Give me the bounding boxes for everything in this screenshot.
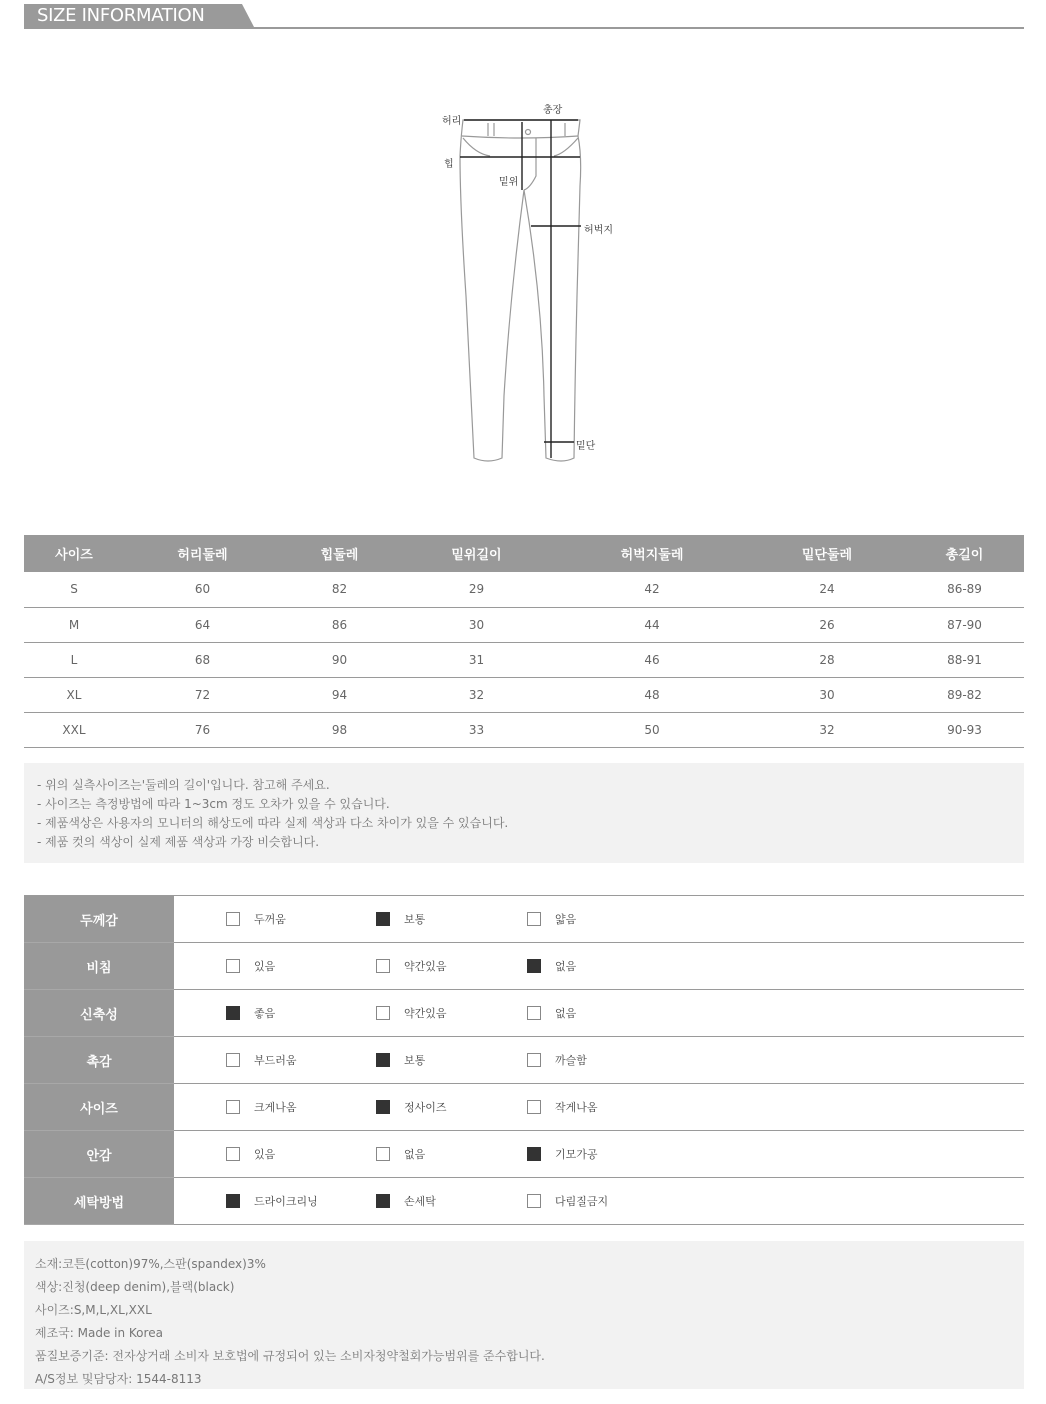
product-info	[24, 1241, 1024, 1389]
table-cell: 90-93	[905, 712, 1024, 747]
property-option	[226, 911, 286, 927]
unchecked-box-icon	[226, 1053, 240, 1067]
property-row	[24, 1037, 1024, 1084]
table-row	[24, 572, 1024, 607]
table-row	[24, 712, 1024, 747]
table-cell: 28	[749, 642, 905, 677]
property-name: 안감	[24, 1131, 174, 1178]
column-header: 힙둘레	[281, 535, 398, 572]
table-cell: 29	[398, 572, 555, 607]
unchecked-box-icon	[226, 1147, 240, 1161]
pants-measurement-diagram	[430, 96, 630, 468]
checked-box-icon	[226, 1006, 240, 1020]
checked-box-icon	[376, 1194, 390, 1208]
column-header: 밑단둘레	[749, 535, 905, 572]
unchecked-box-icon	[527, 1006, 541, 1020]
section-header	[24, 4, 1024, 29]
option-label: 다림질금지	[555, 1195, 609, 1208]
hem-label: 밑단	[576, 441, 596, 452]
unchecked-box-icon	[226, 1100, 240, 1114]
table-cell: 30	[398, 607, 555, 642]
table-cell: 72	[124, 677, 281, 712]
unchecked-box-icon	[527, 1194, 541, 1208]
column-header: 허벅지둘레	[555, 535, 749, 572]
property-option	[527, 1005, 576, 1021]
property-option	[226, 958, 275, 974]
info-material: 소재:코튼(cotton)97%,스판(spandex)3%	[35, 1257, 266, 1271]
size-notes	[24, 763, 1024, 863]
property-option	[226, 1005, 275, 1021]
checked-box-icon	[226, 1194, 240, 1208]
option-label: 작게나옴	[555, 1101, 598, 1114]
thigh-label: 허벅지	[584, 225, 613, 236]
property-options	[174, 943, 1024, 990]
property-option	[226, 1193, 318, 1209]
note-line: - 위의 실측사이즈는'둘레의 길이'입니다. 참고해 주세요.	[37, 778, 330, 792]
property-options	[174, 896, 1024, 943]
size-table	[24, 535, 1024, 748]
checked-box-icon	[376, 1100, 390, 1114]
property-row	[24, 1178, 1024, 1225]
property-name: 두께감	[24, 896, 174, 943]
table-cell: 24	[749, 572, 905, 607]
pants-outline-drawing	[430, 96, 630, 468]
table-cell: 87-90	[905, 607, 1024, 642]
table-cell: 98	[281, 712, 398, 747]
option-label: 얇음	[555, 913, 577, 926]
property-option	[527, 1099, 598, 1115]
unchecked-box-icon	[376, 1147, 390, 1161]
table-cell: 64	[124, 607, 281, 642]
property-name: 세탁방법	[24, 1178, 174, 1225]
property-option	[376, 1099, 447, 1115]
property-option	[376, 1193, 436, 1209]
property-name: 신축성	[24, 990, 174, 1037]
waist-label: 허리	[442, 116, 462, 127]
option-label: 없음	[404, 1148, 426, 1161]
column-header: 총길이	[905, 535, 1024, 572]
rise-label: 밑위	[499, 177, 519, 188]
checked-box-icon	[376, 1053, 390, 1067]
unchecked-box-icon	[226, 959, 240, 973]
option-label: 드라이크리닝	[254, 1195, 318, 1208]
product-properties-table	[24, 895, 1024, 1225]
property-row	[24, 896, 1024, 943]
table-cell: 82	[281, 572, 398, 607]
property-options	[174, 1131, 1024, 1178]
property-option	[376, 1005, 447, 1021]
table-cell: M	[24, 607, 124, 642]
info-sizes: 사이즈:S,M,L,XL,XXL	[35, 1303, 152, 1317]
table-cell: 89-82	[905, 677, 1024, 712]
option-label: 있음	[254, 960, 276, 973]
size-table-header	[24, 535, 1024, 572]
property-row	[24, 1131, 1024, 1178]
table-row	[24, 642, 1024, 677]
note-line: - 사이즈는 측정방법에 따라 1~3cm 정도 오차가 있을 수 있습니다.	[37, 797, 390, 811]
table-cell: 86-89	[905, 572, 1024, 607]
option-label: 있음	[254, 1148, 276, 1161]
table-cell: 60	[124, 572, 281, 607]
property-option	[226, 1099, 297, 1115]
table-cell: 44	[555, 607, 749, 642]
table-cell: 42	[555, 572, 749, 607]
total-length-label: 총장	[543, 105, 563, 116]
checked-box-icon	[527, 1147, 541, 1161]
table-cell: XXL	[24, 712, 124, 747]
table-cell: L	[24, 642, 124, 677]
property-option	[527, 911, 576, 927]
property-option	[527, 1146, 598, 1162]
info-origin: 제조국: Made in Korea	[35, 1326, 163, 1340]
unchecked-box-icon	[376, 1006, 390, 1020]
info-color: 색상:진청(deep denim),블랙(black)	[35, 1280, 235, 1294]
table-cell: 33	[398, 712, 555, 747]
property-row	[24, 990, 1024, 1037]
option-label: 약간있음	[404, 960, 447, 973]
checked-box-icon	[376, 912, 390, 926]
property-name: 비침	[24, 943, 174, 990]
table-cell: 90	[281, 642, 398, 677]
table-cell: XL	[24, 677, 124, 712]
option-label: 없음	[555, 1007, 577, 1020]
unchecked-box-icon	[226, 912, 240, 926]
note-line: - 제품 컷의 색상이 실제 제품 색상과 가장 비슷합니다.	[37, 835, 320, 849]
property-options	[174, 1037, 1024, 1084]
option-label: 까슬함	[555, 1054, 587, 1067]
property-option	[527, 1052, 587, 1068]
property-name: 촉감	[24, 1037, 174, 1084]
property-option	[527, 1193, 608, 1209]
table-cell: 31	[398, 642, 555, 677]
property-option	[376, 1052, 425, 1068]
property-name: 사이즈	[24, 1084, 174, 1131]
table-cell: 94	[281, 677, 398, 712]
option-label: 좋음	[254, 1007, 276, 1020]
option-label: 두꺼움	[254, 913, 286, 926]
property-option	[376, 1146, 425, 1162]
option-label: 보통	[404, 1054, 426, 1067]
table-cell: 86	[281, 607, 398, 642]
option-label: 기모가공	[555, 1148, 598, 1161]
info-warranty: 품질보증기준: 전자상거래 소비자 보호법에 규정되어 있는 소비자청약철회가능범위를 준수합니다.	[35, 1349, 545, 1363]
table-row	[24, 607, 1024, 642]
table-cell: 32	[398, 677, 555, 712]
checked-box-icon	[527, 959, 541, 973]
table-cell: 32	[749, 712, 905, 747]
option-label: 보통	[404, 913, 426, 926]
property-option	[527, 958, 576, 974]
hip-label: 힙	[444, 159, 454, 170]
property-options	[174, 990, 1024, 1037]
table-cell: 76	[124, 712, 281, 747]
unchecked-box-icon	[527, 1053, 541, 1067]
table-cell: 50	[555, 712, 749, 747]
option-label: 손세탁	[404, 1195, 436, 1208]
property-row	[24, 1084, 1024, 1131]
property-option	[226, 1146, 275, 1162]
table-cell: 30	[749, 677, 905, 712]
table-cell: 46	[555, 642, 749, 677]
column-header: 밑위길이	[398, 535, 555, 572]
property-options	[174, 1084, 1024, 1131]
column-header: 허리둘레	[124, 535, 281, 572]
section-title: SIZE INFORMATION	[24, 4, 242, 27]
property-option	[376, 958, 447, 974]
option-label: 크게나옴	[254, 1101, 297, 1114]
table-cell: 48	[555, 677, 749, 712]
table-cell: S	[24, 572, 124, 607]
property-option	[226, 1052, 297, 1068]
unchecked-box-icon	[527, 912, 541, 926]
table-row	[24, 677, 1024, 712]
table-cell: 26	[749, 607, 905, 642]
option-label: 부드러움	[254, 1054, 297, 1067]
property-options	[174, 1178, 1024, 1225]
column-header: 사이즈	[24, 535, 124, 572]
property-row	[24, 943, 1024, 990]
unchecked-box-icon	[376, 959, 390, 973]
info-service-contact: A/S정보 및담당자: 1544-8113	[35, 1372, 202, 1386]
property-option	[376, 911, 425, 927]
option-label: 약간있음	[404, 1007, 447, 1020]
table-cell: 68	[124, 642, 281, 677]
table-cell: 88-91	[905, 642, 1024, 677]
note-line: - 제품색상은 사용자의 모니터의 해상도에 따라 실제 색상과 다소 차이가 있을 수 있습니다.	[37, 816, 509, 830]
option-label: 정사이즈	[404, 1101, 447, 1114]
unchecked-box-icon	[527, 1100, 541, 1114]
option-label: 없음	[555, 960, 577, 973]
